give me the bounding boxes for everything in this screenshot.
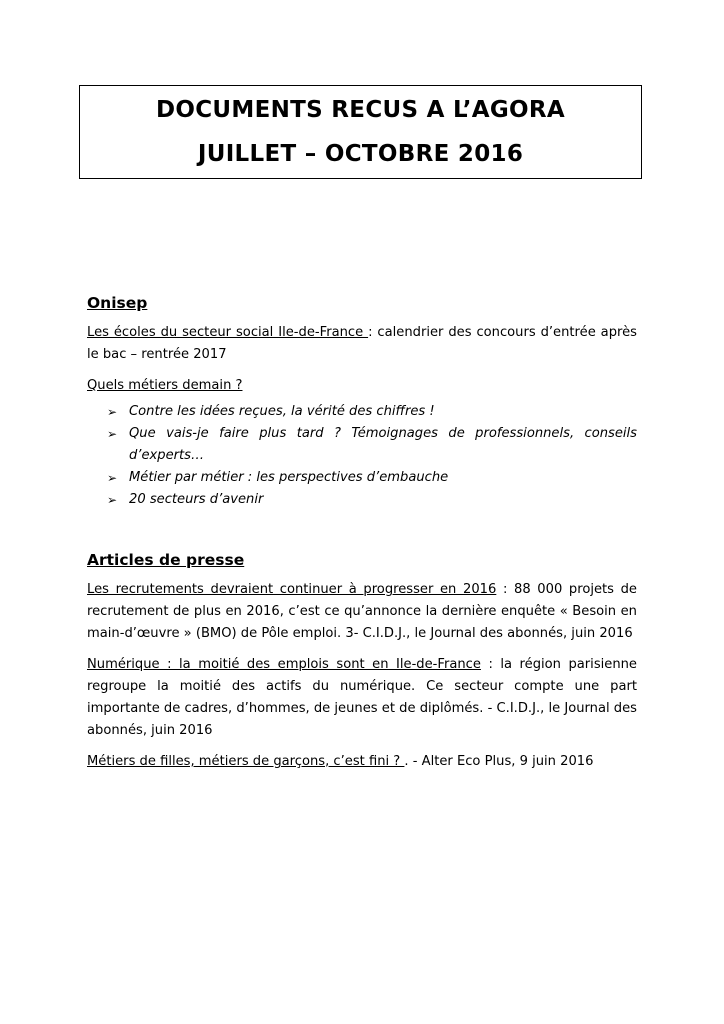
arrow-bullet-icon: ➢: [107, 427, 118, 441]
section-heading-onisep: Onisep: [87, 294, 148, 312]
arrow-bullet-icon: ➢: [107, 493, 118, 507]
entry-ecoles-secteur-social: [87, 322, 637, 366]
list-item-text: Que vais-je faire plus tard ? Témoignages de professionnels, conseils d’experts…: [129, 426, 637, 463]
entry-numerique: [87, 654, 637, 742]
list-item-text: Métier par métier : les perspectives d’embauche: [129, 470, 449, 485]
list-item-text: 20 secteurs d’avenir: [129, 492, 264, 507]
list-item: [107, 489, 637, 511]
document-title: DOCUMENTS RECUS A L’AGORA: [155, 97, 565, 123]
entry-recrutements: [87, 579, 637, 645]
arrow-bullet-icon: ➢: [107, 405, 118, 419]
document-content: [87, 292, 637, 782]
entry-metiers-filles-garcons: [87, 751, 637, 773]
arrow-bullet-icon: ➢: [107, 471, 118, 485]
list-item: [107, 423, 637, 467]
entry-description: : la région parisienne regroupe la moitié des actifs du numérique. Ce secteur compte une part importante de cadres, d’hommes, de jeunes et de diplômés. - C.I.D.J., le Journal des abonnés, juin 2016: [87, 657, 637, 738]
list-item: [107, 467, 637, 489]
entry-title: Les écoles du secteur social Ile-de-France: [87, 325, 369, 340]
section-onisep: [87, 292, 637, 511]
title-box: [79, 85, 642, 179]
entry-description: : calendrier des concours d’entrée après le bac – rentrée 2017: [87, 325, 637, 362]
section-articles-presse: [87, 549, 637, 773]
entry-quels-metiers-demain: [87, 375, 637, 397]
entry-title: Quels métiers demain ?: [87, 378, 243, 393]
entry-description: : 88 000 projets de recrutement de plus en 2016, c’est ce qu’annonce la dernière enquête « Besoin en main-d’œuvre » (BMO) de Pôle emploi. 3- C.I.D.J., le Journal des abonnés, juin 2016: [87, 582, 637, 641]
list-item: [107, 401, 637, 423]
entry-title: Les recrutements devraient continuer à progresser en 2016: [87, 582, 497, 597]
entry-title: Numérique : la moitié des emplois sont en Ile-de-France: [87, 657, 481, 672]
entry-title: Métiers de filles, métiers de garçons, c’est fini ?: [87, 754, 405, 769]
list-item-text: Contre les idées reçues, la vérité des chiffres !: [129, 404, 435, 419]
section-heading-articles: Articles de presse: [87, 551, 245, 569]
document-period: JUILLET – OCTOBRE 2016: [197, 141, 524, 167]
entry-description: . - Alter Eco Plus, 9 juin 2016: [404, 754, 594, 769]
bullet-list: [87, 401, 637, 511]
